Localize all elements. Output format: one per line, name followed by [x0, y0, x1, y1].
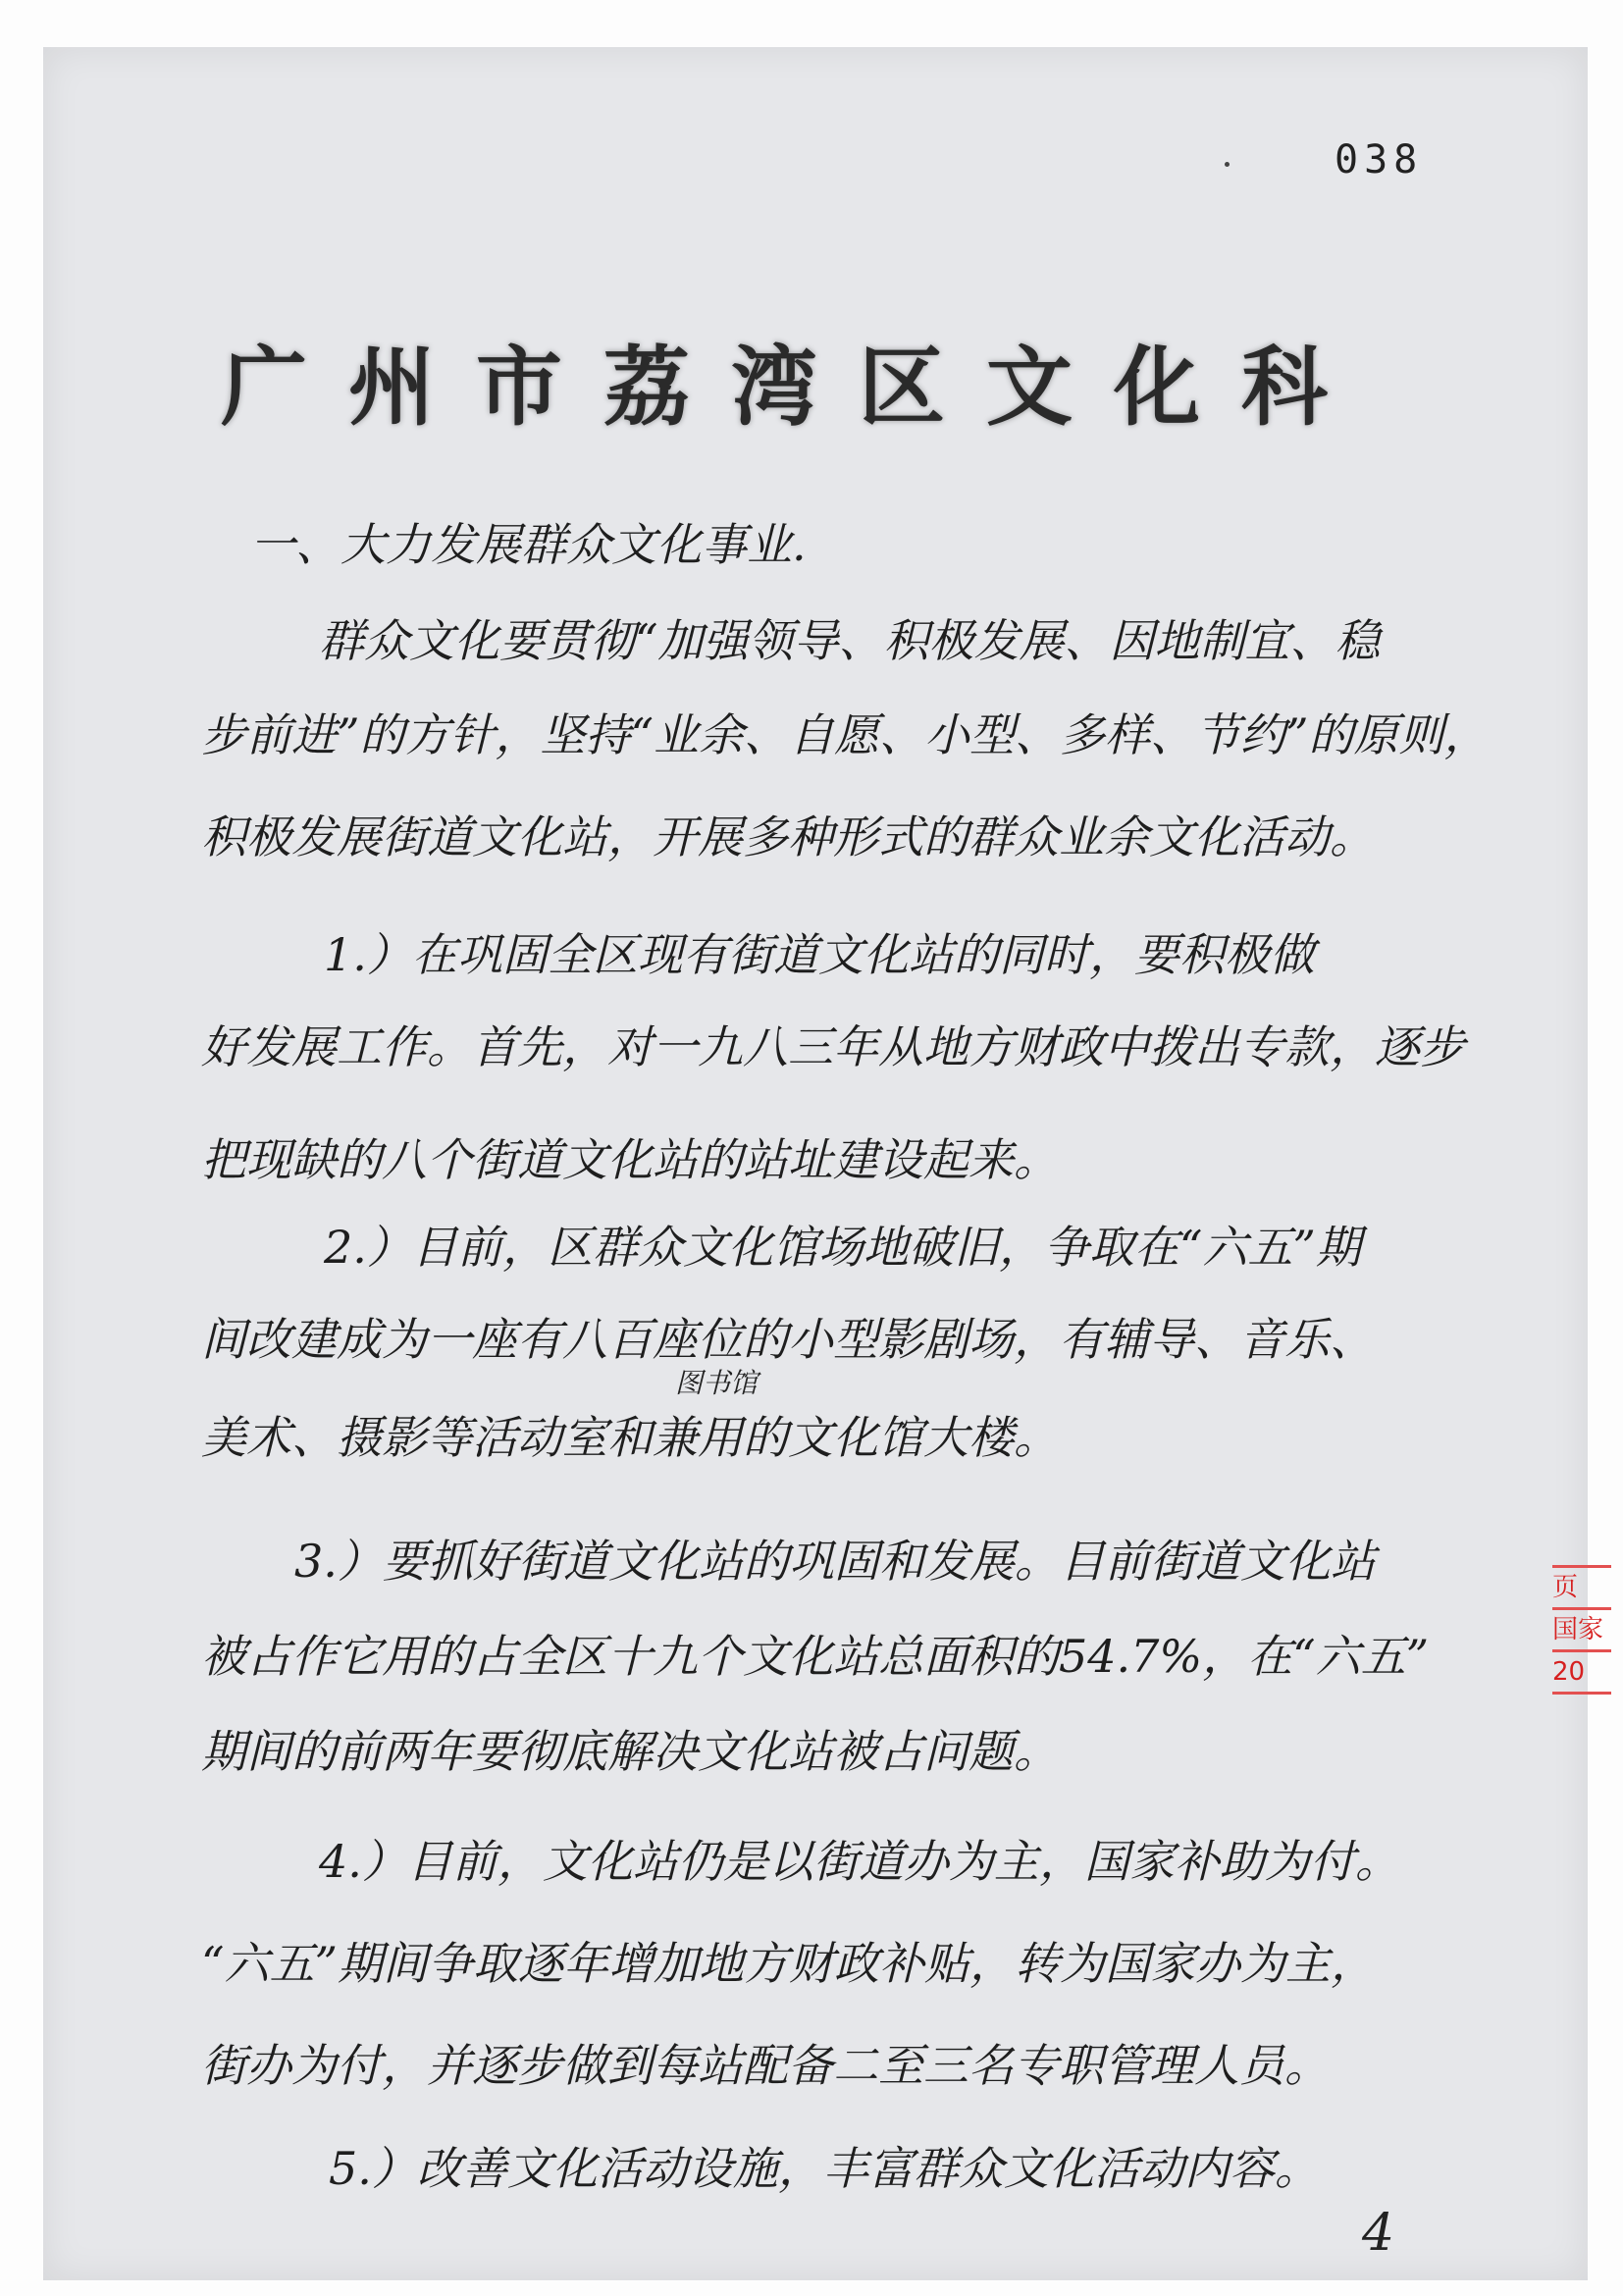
text-line: 2.）目前，区群众文化馆场地破旧，争取在“六五”期 [324, 1221, 1361, 1274]
text-line: 被占作它用的占全区十九个文化站总面积的54.7%，在“六五” [201, 1630, 1430, 1683]
text-line: “六五”期间争取逐年增加地方财政补贴，转为国家办为主， [201, 1937, 1377, 1990]
stamp-text: 20 [1552, 1652, 1611, 1695]
section-heading: 一、大力发展群众文化事业. [250, 518, 807, 571]
text-line: 3.）要抓好街道文化站的巩固和发展。目前街道文化站 [294, 1535, 1376, 1588]
text-line: 间改建成为一座有八百座位的小型影剧场，有辅导、音乐、 [201, 1313, 1375, 1366]
text-line: 步前进”的方针，坚持“业余、自愿、小型、多样、节约”的原则， [201, 708, 1490, 761]
page-number: 038 [1335, 137, 1424, 183]
stamp-text: 国家 [1552, 1610, 1611, 1652]
sheet-number: 4 [1362, 2204, 1395, 2263]
text-line: 群众文化要贯彻“加强领导、积极发展、因地制宜、稳 [319, 614, 1381, 667]
text-line: 积极发展街道文化站，开展多种形式的群众业余文化活动。 [201, 810, 1375, 863]
text-line: 美术、摄影等活动室和兼用的文化馆大楼。 [201, 1411, 1059, 1464]
stamp-text: 页 [1552, 1568, 1611, 1610]
text-line: 把现缺的八个街道文化站的站址建设起来。 [201, 1133, 1059, 1186]
letterhead-title: 广州市荔湾区文化科 [221, 337, 1370, 438]
text-line: 街办为付，并逐步做到每站配备二至三名专职管理人员。 [201, 2039, 1330, 2092]
mark-dot [1225, 162, 1230, 167]
text-line: 1.）在巩固全区现有街道文化站的同时，要积极做 [324, 928, 1315, 981]
text-line: 期间的前两年要彻底解决文化站被占问题。 [201, 1725, 1059, 1778]
insertion-note: 图书馆 [675, 1367, 759, 1399]
archive-stamp [1552, 1565, 1611, 1696]
text-line: 好发展工作。首先，对一九八三年从地方财政中拨出专款，逐步 [201, 1020, 1465, 1073]
text-line: 5.）改善文化活动设施，丰富群众文化活动内容。 [329, 2142, 1320, 2195]
text-line: 4.）目前，文化站仍是以街道办为主，国家补助为付。 [319, 1835, 1400, 1888]
